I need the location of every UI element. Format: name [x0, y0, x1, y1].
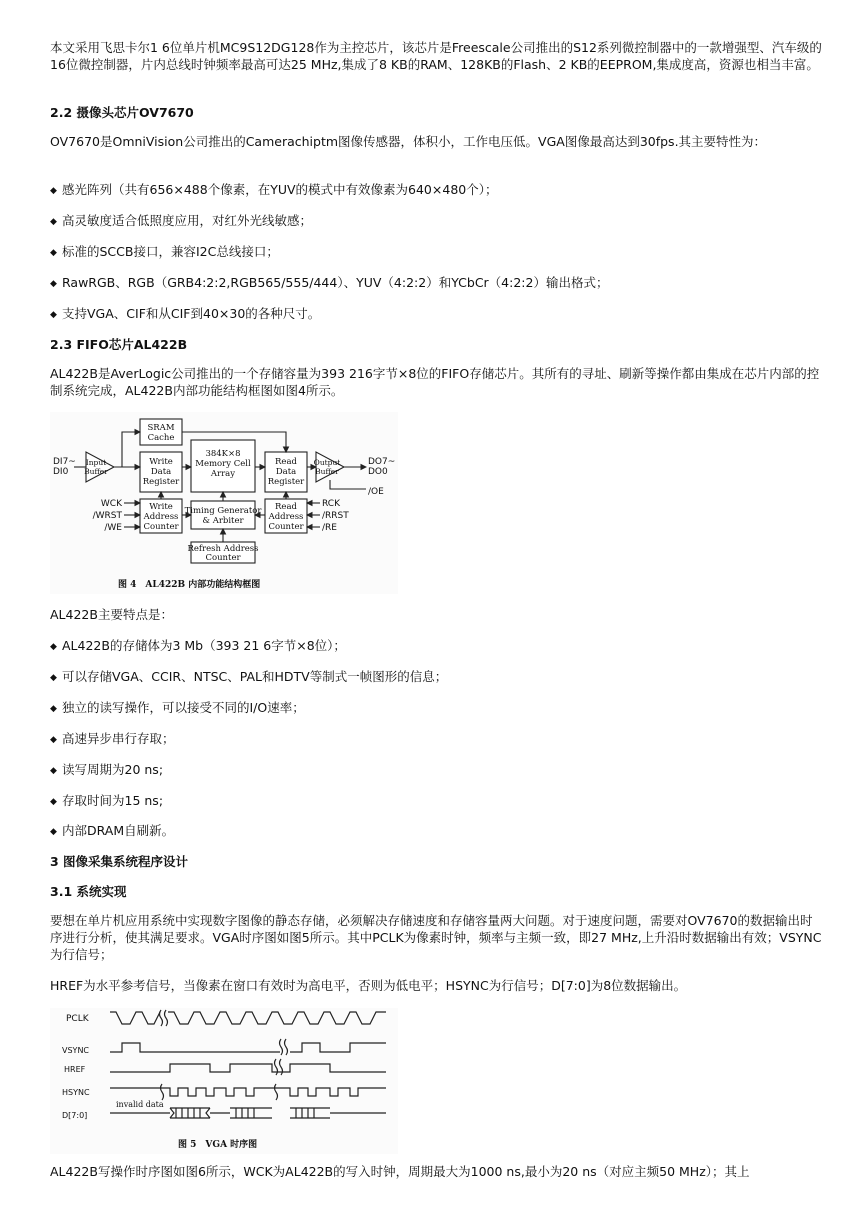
- pins-read-control: RCK /RRST /RE: [322, 499, 349, 533]
- bullet-icon: ◆: [50, 217, 57, 227]
- pins-write-control: WCK /WRST /WE: [92, 499, 122, 533]
- signal-label-pclk: PCLK: [66, 1014, 89, 1024]
- waveform-pclk: [110, 1012, 386, 1024]
- pin-oe: /OE: [368, 487, 384, 497]
- section-heading-2-2: 2.2 摄像头芯片OV7670: [50, 105, 194, 120]
- block-output-buffer: Output Buffer: [313, 458, 341, 476]
- bullet-icon: ◆: [50, 310, 57, 320]
- section-heading-2-3: 2.3 FIFO芯片AL422B: [50, 337, 188, 352]
- signal-label-vsync: VSYNC: [62, 1046, 90, 1055]
- bullet-icon: ◆: [50, 827, 57, 837]
- ov-feature-item: ◆ 感光阵列（共有656×488个像素，在YUV的模式中有效像素为640×480个）；: [50, 181, 497, 200]
- al-feature-item: ◆ 读写周期为20 ns;: [50, 761, 163, 780]
- al-feature-item: ◆ AL422B的存储体为3 Mb（393 21 6字节×8位）；: [50, 637, 346, 656]
- bullet-icon: ◆: [50, 797, 57, 807]
- figure-4-caption: 图 4 AL422B 内部功能结构框图: [118, 580, 261, 590]
- waveform-vsync: [110, 1043, 386, 1052]
- ov-feature-item: ◆ RawRGB、RGB（GRB4:2:2,RGB565/555/444）、YUV（4:2:2）和YCbCr（4:2:2）输出格式；: [50, 274, 608, 293]
- ov-feature-item: ◆ 标准的SCCB接口，兼容I2C总线接口；: [50, 243, 279, 262]
- al422b-features-intro: AL422B主要特点是：: [50, 607, 173, 622]
- al-feature-item: ◆ 独立的读写操作，可以接受不同的I/O速率；: [50, 699, 305, 718]
- figure-5-caption: 图 5 VGA 时序图: [178, 1140, 258, 1150]
- ov-feature-item: ◆ 支持VGA、CIF和从CIF到40×30的各种尺寸。: [50, 305, 320, 324]
- bullet-icon: ◆: [50, 186, 57, 196]
- pin-di: DI7~ DI0: [53, 457, 76, 477]
- bullet-icon: ◆: [50, 735, 57, 745]
- block-refresh-address-counter: Refresh Address Counter: [187, 544, 259, 563]
- invalid-data-label: invalid data: [116, 1100, 164, 1109]
- signal-label-hsync: HSYNC: [62, 1088, 90, 1097]
- bullet-icon: ◆: [50, 642, 57, 652]
- block-write-address-counter: Write Address Counter: [143, 502, 179, 532]
- bullet-icon: ◆: [50, 248, 57, 258]
- break-mark-icon: [280, 1039, 288, 1055]
- bullet-icon: ◆: [50, 766, 57, 776]
- figure-4-block-diagram: [50, 412, 398, 594]
- ov7670-paragraph: OV7670是OmniVision公司推出的Camerachiptm图像传感器，体积小，工作电压低。VGA图像最高达到30fps.其主要特性为：: [50, 134, 767, 149]
- bullet-icon: ◆: [50, 704, 57, 714]
- al-feature-item: ◆ 高速异步串行存取；: [50, 730, 175, 749]
- intro-paragraph: 本文采用飞思卡尔1 6位单片机MC9S12DG128作为主控芯片，该芯片是Freescale公司推出的S12系列微控制器中的一款增强型、汽车级的16位微控制器，片内总线时钟频率最高可达25 MHz,集成了8 KB的RAM、128KB的Flash、2 KB的EEPROM,集成度高，资源也相当丰富。: [50, 40, 822, 72]
- block-write-data-register: Write Data Register: [142, 457, 180, 487]
- block-timing-generator: Timing Generator & Arbiter: [184, 506, 262, 526]
- href-paragraph: HREF为水平参考信号，当像素在窗口有效时为高电平，否则为低电平；HSYNC为行信号；D[7:0]为8位数据输出。: [50, 978, 687, 993]
- system-paragraph: 要想在单片机应用系统中实现数字图像的静态存储，必须解决存储速度和存储容量两大问题。对于速度问题，需要对OV7670的数据输出时序进行分析，使其满足要求。VGA时序图如图5所示。其中PCLK为像素时钟，频率与主频一致，即27 MHz,上升沿时数据输出有效；VSYNC为行信号；: [50, 913, 822, 962]
- waveform-href: [110, 1064, 386, 1072]
- al-feature-item: ◆ 可以存储VGA、CCIR、NTSC、PAL和HDTV等制式一帧图形的信息；: [50, 668, 447, 687]
- bullet-icon: ◆: [50, 279, 57, 289]
- break-mark-icon: [160, 1010, 168, 1026]
- block-input-buffer: Input Buffer: [84, 458, 108, 476]
- signal-label-href: HREF: [64, 1065, 86, 1074]
- bullet-icon: ◆: [50, 673, 57, 683]
- al422b-paragraph: AL422B是AverLogic公司推出的一个存储容量为393 216字节×8位的FIFO存储芯片。其所有的寻址、刷新等操作都由集成在芯片内部的控制系统完成，AL422B内部功能结构框图如图4所示。: [50, 366, 820, 398]
- ov-feature-item: ◆ 高灵敏度适合低照度应用，对红外光线敏感；: [50, 212, 312, 231]
- block-memory-cell-array: 384K×8 Memory Cell Array: [195, 449, 251, 479]
- al-feature-item: ◆ 内部DRAM自刷新。: [50, 822, 174, 841]
- pin-do: DO7~ DO0: [368, 457, 396, 477]
- section-heading-3: 3 图像采集系统程序设计: [50, 854, 189, 869]
- al-feature-item: ◆ 存取时间为15 ns;: [50, 792, 163, 811]
- section-heading-3-1: 3.1 系统实现: [50, 884, 127, 899]
- signal-label-data: D[7:0]: [62, 1111, 88, 1120]
- block-read-address-counter: Read Address Counter: [268, 502, 304, 532]
- last-paragraph: AL422B写操作时序图如图6所示，WCK为AL422B的写入时钟，周期最大为1000 ns,最小为20 ns（对应主频50 MHz）；其上: [50, 1164, 750, 1179]
- waveform-hsync: [110, 1088, 386, 1096]
- block-sram-cache: SRAM Cache: [147, 423, 175, 443]
- figure-5-timing-diagram: [50, 1008, 398, 1154]
- block-read-data-register: Read Data Register: [267, 457, 305, 487]
